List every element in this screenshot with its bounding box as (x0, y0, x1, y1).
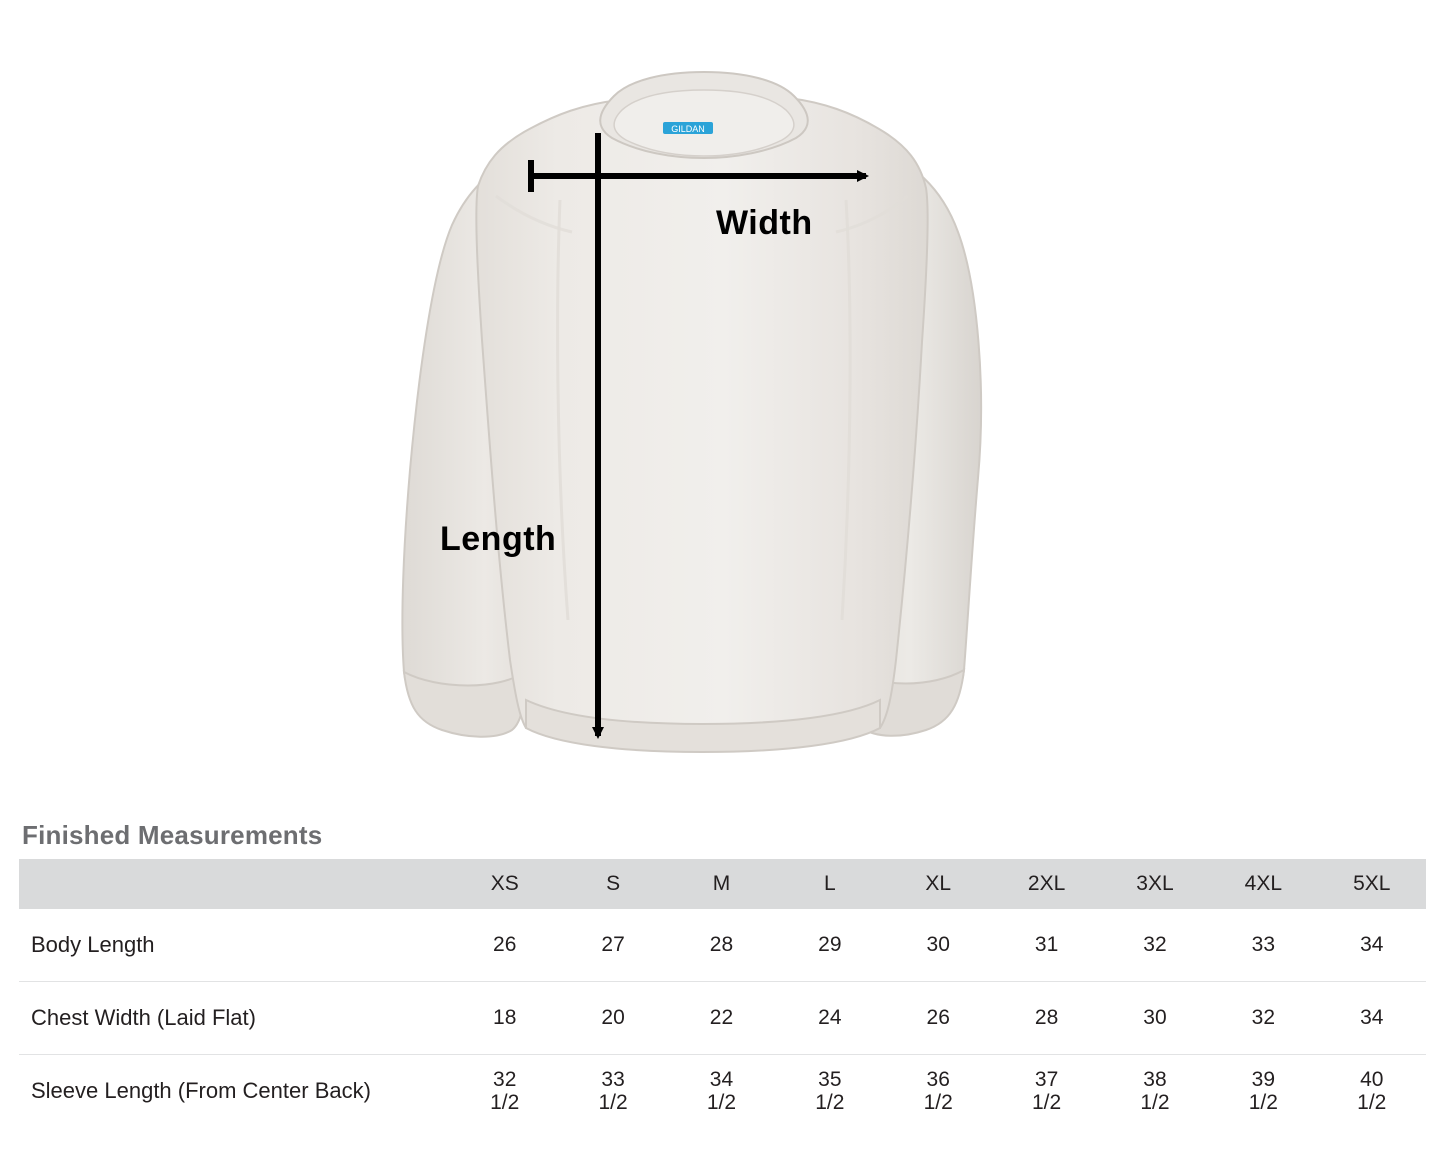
value-whole: 36 (926, 1067, 950, 1091)
cell-chest-width-xl: 26 (884, 982, 992, 1055)
cell-sleeve-length-m (667, 1055, 775, 1128)
brand-tag-text: GILDAN (671, 124, 705, 134)
cell-body-length-3xl: 32 (1101, 909, 1209, 982)
value-fraction: 1/2 (490, 1091, 520, 1114)
column-header-xs: XS (490, 872, 519, 895)
table-row (19, 982, 1426, 1055)
value-whole: 35 (818, 1067, 842, 1091)
value-fraction: 1/2 (1140, 1091, 1170, 1114)
cell-chest-width-2xl: 28 (992, 982, 1100, 1055)
table-header (19, 859, 1426, 909)
cell-body-length-m: 28 (667, 909, 775, 982)
cell-sleeve-length-5xl (1318, 1055, 1426, 1128)
measurements-title: Finished Measurements (22, 820, 323, 850)
value-whole: 39 (1251, 1067, 1276, 1091)
column-header-l: L (824, 872, 836, 895)
value-fraction: 1/2 (706, 1091, 737, 1114)
table-row (19, 1055, 1426, 1128)
row-label-body-length: Body Length (19, 909, 451, 982)
cell-chest-width-xs: 18 (451, 982, 559, 1055)
cell-body-length-4xl: 33 (1209, 909, 1317, 982)
column-header-3xl: 3XL (1136, 872, 1174, 895)
cell-sleeve-length-3xl (1101, 1055, 1209, 1128)
column-header-xl: XL (925, 872, 952, 895)
column-header-s: S (606, 872, 621, 895)
column-header-2xl: 2XL (1027, 872, 1066, 895)
cell-chest-width-s: 20 (559, 982, 667, 1055)
value-fraction: 1/2 (1031, 1091, 1062, 1114)
cell-sleeve-length-4xl (1209, 1055, 1317, 1128)
cell-body-length-s: 27 (559, 909, 667, 982)
cell-body-length-xl: 30 (884, 909, 992, 982)
cell-chest-width-3xl: 30 (1101, 982, 1209, 1055)
cell-body-length-l: 29 (776, 909, 884, 982)
column-header-m: M (712, 872, 731, 895)
value-whole: 37 (1034, 1067, 1059, 1091)
value-whole: 38 (1143, 1067, 1167, 1091)
size-chart-table (19, 859, 1426, 1127)
value-fraction: 1/2 (815, 1091, 845, 1114)
cell-sleeve-length-2xl (992, 1055, 1100, 1128)
value-whole: 40 (1360, 1067, 1384, 1091)
value-whole: 34 (709, 1067, 734, 1091)
column-header-5xl: 5XL (1353, 872, 1391, 895)
cell-chest-width-5xl: 34 (1318, 982, 1426, 1055)
column-header-measurement (19, 859, 451, 909)
column-header-4xl: 4XL (1244, 872, 1283, 895)
cell-chest-width-m: 22 (667, 982, 775, 1055)
table-header-row (19, 859, 1426, 909)
cell-body-length-xs: 26 (451, 909, 559, 982)
cell-sleeve-length-s (559, 1055, 667, 1128)
row-label-sleeve-length: Sleeve Length (From Center Back) (31, 1078, 371, 1104)
value-fraction: 1/2 (923, 1091, 953, 1114)
value-fraction: 1/2 (1357, 1091, 1387, 1114)
length-dimension-label: Length (440, 520, 557, 558)
cell-body-length-2xl: 31 (992, 909, 1100, 982)
cell-sleeve-length-xs (451, 1055, 559, 1128)
cell-sleeve-length-xl (884, 1055, 992, 1128)
cell-chest-width-4xl: 32 (1209, 982, 1317, 1055)
value-fraction: 1/2 (598, 1091, 628, 1114)
cell-body-length-5xl: 34 (1318, 909, 1426, 982)
value-whole: 32 (493, 1067, 517, 1091)
width-dimension-label: Width (716, 204, 813, 242)
cell-sleeve-length-l (776, 1055, 884, 1128)
finished-measurements-section (0, 800, 1445, 1127)
table-row (19, 909, 1426, 982)
value-whole: 33 (601, 1067, 625, 1091)
cell-chest-width-l: 24 (776, 982, 884, 1055)
row-label-chest-width: Chest Width (Laid Flat) (19, 982, 451, 1055)
value-fraction: 1/2 (1248, 1091, 1278, 1114)
